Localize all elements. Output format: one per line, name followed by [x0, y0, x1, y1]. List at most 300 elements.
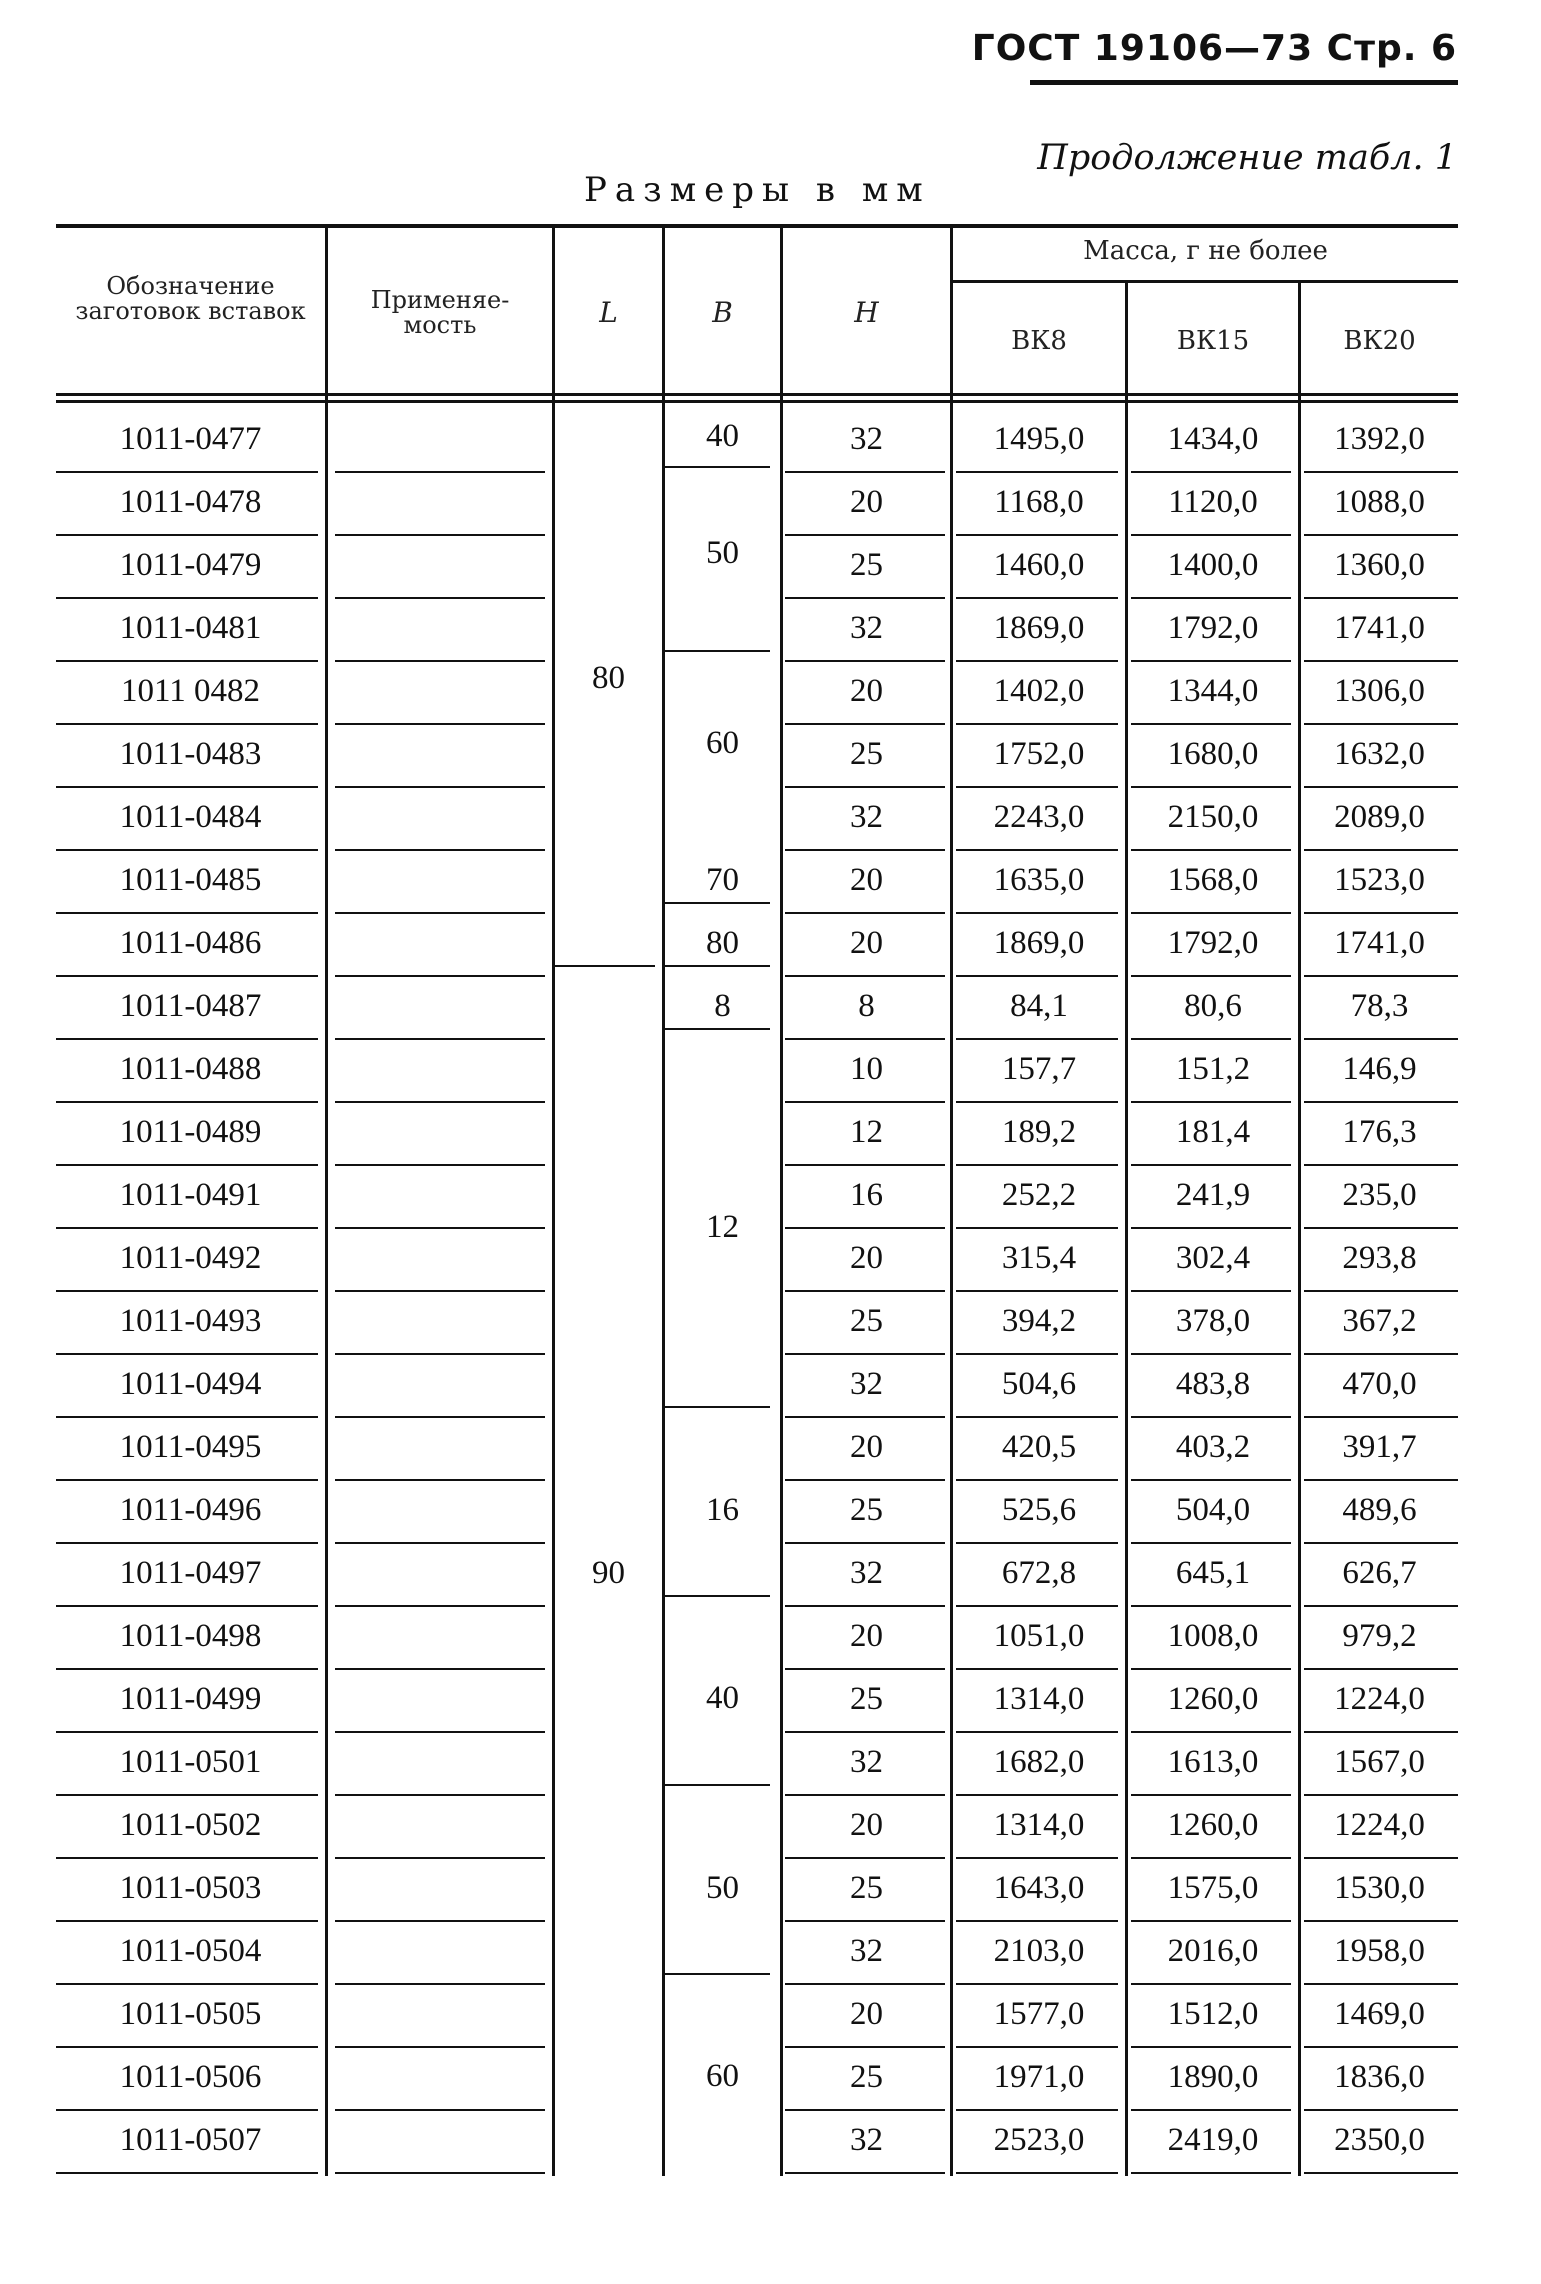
row-rule [56, 660, 318, 662]
row-rule [1304, 1542, 1458, 1544]
h-cell: 32 [850, 1366, 883, 1402]
vk15-cell: 302,4 [1175, 1240, 1251, 1276]
table-row [0, 1171, 1541, 1234]
h-cell: 20 [850, 1618, 883, 1654]
vk8-cell: 1635,0 [993, 862, 1085, 898]
row-rule [56, 1920, 318, 1922]
table-row [0, 730, 1541, 793]
h-cell: 32 [850, 1744, 883, 1780]
row-rule [1131, 1668, 1291, 1670]
vk8-cell: 1168,0 [994, 484, 1084, 520]
row-rule [56, 2109, 318, 2111]
row-rule [1131, 1731, 1291, 1733]
table-row [0, 1990, 1541, 2053]
b-group-50b: 50 [706, 1870, 739, 1906]
row-rule [1304, 471, 1458, 473]
row-rule [1304, 912, 1458, 914]
row-rule [56, 534, 318, 536]
row-rule [956, 597, 1118, 599]
table-row [0, 793, 1541, 856]
row-rule [1131, 660, 1291, 662]
h-cell: 32 [850, 610, 883, 646]
designation-cell: 1011-0501 [119, 1744, 262, 1780]
vk15-cell: 1792,0 [1167, 610, 1259, 646]
designation-cell: 1011-0479 [119, 547, 262, 583]
vk8-cell: 1971,0 [993, 2059, 1085, 2095]
designation-cell: 1011-0502 [119, 1807, 262, 1843]
table-row [0, 541, 1541, 604]
vk15-cell: 1575,0 [1167, 1870, 1259, 1906]
row-rule [335, 1794, 545, 1796]
designation-cell: 1011 0482 [120, 673, 261, 709]
row-rule [956, 1920, 1118, 1922]
row-rule [785, 912, 945, 914]
vk15-cell: 1680,0 [1167, 736, 1259, 772]
header-vk20: ВК20 [1343, 326, 1416, 356]
table-row [0, 856, 1541, 919]
h-cell: 25 [850, 547, 883, 583]
row-rule [56, 597, 318, 599]
row-rule [1304, 975, 1458, 977]
designation-cell: 1011-0498 [119, 1618, 262, 1654]
h-cell: 20 [850, 1807, 883, 1843]
vk8-cell: 2523,0 [993, 2122, 1085, 2158]
row-rule [956, 1038, 1118, 1040]
b-group-60b: 60 [706, 2058, 739, 2094]
h-cell: 25 [850, 1681, 883, 1717]
h-cell: 20 [850, 673, 883, 709]
vk15-cell: 1613,0 [1167, 1744, 1259, 1780]
table-row [0, 1423, 1541, 1486]
row-rule [1304, 849, 1458, 851]
h-cell: 10 [850, 1051, 883, 1087]
row-rule [1131, 2046, 1291, 2048]
table-row [0, 982, 1541, 1045]
row-rule [785, 2172, 945, 2174]
h-cell: 32 [850, 799, 883, 835]
row-rule [956, 912, 1118, 914]
vk15-cell: 80,6 [1184, 988, 1242, 1024]
designation-cell: 1011-0507 [119, 2122, 262, 2158]
row-rule [785, 1983, 945, 1985]
row-rule [335, 849, 545, 851]
row-rule [785, 1290, 945, 1292]
vk8-cell: 157,7 [1001, 1051, 1077, 1087]
vk20-cell: 1360,0 [1334, 547, 1425, 583]
vk20-cell: 489,6 [1342, 1492, 1417, 1528]
header-mass: Масса, г не более [1083, 236, 1328, 266]
row-rule [1304, 1857, 1458, 1859]
header-vk15: ВК15 [1176, 326, 1250, 356]
row-rule [1131, 2172, 1291, 2174]
designation-cell: 1011-0485 [119, 862, 262, 898]
row-rule [956, 1983, 1118, 1985]
designation-cell: 1011-0499 [119, 1681, 262, 1717]
row-rule [335, 975, 545, 977]
row-rule [785, 975, 945, 977]
header-H: H [854, 296, 879, 329]
row-rule [785, 660, 945, 662]
row-rule [1131, 723, 1291, 725]
row-rule [785, 1668, 945, 1670]
row-rule [1131, 1857, 1291, 1859]
h-cell: 20 [850, 862, 883, 898]
row-rule [956, 2046, 1118, 2048]
row-rule [335, 1038, 545, 1040]
vk8-cell: 1682,0 [993, 1744, 1085, 1780]
row-rule [56, 1227, 318, 1229]
row-rule [1304, 2172, 1458, 2174]
row-rule [1131, 1038, 1291, 1040]
h-cell: 32 [850, 421, 883, 457]
row-rule [785, 1353, 945, 1355]
row-rule [1131, 1479, 1291, 1481]
row-rule [785, 2046, 945, 2048]
vk15-cell: 1792,0 [1167, 925, 1259, 961]
row-rule [56, 1857, 318, 1859]
row-rule [1131, 1227, 1291, 1229]
row-rule [1304, 1101, 1458, 1103]
h-cell: 25 [850, 1870, 883, 1906]
vk20-cell: 146,9 [1342, 1051, 1417, 1087]
vk15-cell: 504,0 [1175, 1492, 1251, 1528]
row-rule [56, 912, 318, 914]
row-rule [1131, 849, 1291, 851]
vk15-cell: 2150,0 [1167, 799, 1259, 835]
row-rule [956, 1731, 1118, 1733]
vk15-cell: 181,4 [1175, 1114, 1251, 1150]
designation-cell: 1011-0496 [119, 1492, 262, 1528]
designation-cell: 1011-0483 [119, 736, 262, 772]
b-group-40b: 40 [706, 1680, 739, 1716]
vk8-cell: 1402,0 [993, 673, 1085, 709]
vk15-cell: 1344,0 [1167, 673, 1259, 709]
table-row [0, 604, 1541, 667]
row-rule [335, 2172, 545, 2174]
table-row [0, 1864, 1541, 1927]
row-rule [785, 534, 945, 536]
designation-cell: 1011-0492 [119, 1240, 262, 1276]
vk8-cell: 672,8 [1001, 1555, 1077, 1591]
row-rule [335, 1353, 545, 1355]
row-rule [335, 912, 545, 914]
row-rule [1131, 2109, 1291, 2111]
vk8-cell: 1869,0 [993, 610, 1085, 646]
row-rule [956, 1416, 1118, 1418]
h-cell: 20 [850, 925, 883, 961]
header-vk8: ВК8 [1011, 326, 1067, 356]
row-rule [956, 1290, 1118, 1292]
vk20-cell: 1224,0 [1334, 1681, 1425, 1717]
row-rule [56, 1542, 318, 1544]
vk8-cell: 394,2 [1001, 1303, 1077, 1339]
row-rule [1131, 534, 1291, 536]
mass-header-rule [950, 280, 1458, 283]
units-caption: Размеры в мм [584, 170, 931, 210]
vk20-cell: 979,2 [1342, 1618, 1417, 1654]
h-cell: 25 [850, 736, 883, 772]
table-row [0, 667, 1541, 730]
vk8-cell: 420,5 [1001, 1429, 1077, 1465]
table-row [0, 1612, 1541, 1675]
row-rule [785, 1794, 945, 1796]
vk8-cell: 525,6 [1001, 1492, 1077, 1528]
row-rule [335, 660, 545, 662]
vk8-cell: 252,2 [1001, 1177, 1077, 1213]
row-rule [785, 1857, 945, 1859]
row-rule [335, 723, 545, 725]
table-row [0, 919, 1541, 982]
row-rule [335, 786, 545, 788]
row-rule [1304, 1731, 1458, 1733]
row-rule [956, 1227, 1118, 1229]
vk20-cell: 1741,0 [1334, 610, 1425, 646]
row-rule [956, 1542, 1118, 1544]
vk20-cell: 1392,0 [1334, 421, 1425, 457]
vk20-cell: 235,0 [1342, 1177, 1417, 1213]
row-rule [56, 1164, 318, 1166]
row-rule [56, 1101, 318, 1103]
vk20-cell: 1836,0 [1334, 2059, 1425, 2095]
designation-cell: 1011-0506 [119, 2059, 262, 2095]
row-rule [1304, 1290, 1458, 1292]
row-rule [1304, 1479, 1458, 1481]
l-group-80: 80 [592, 660, 625, 696]
row-rule [1131, 1794, 1291, 1796]
designation-cell: 1011-0484 [119, 799, 262, 835]
designation-cell: 1011-0481 [119, 610, 262, 646]
row-rule [335, 1857, 545, 1859]
b-group-40: 40 [706, 418, 739, 454]
vk20-cell: 78,3 [1350, 988, 1409, 1024]
page-header-title: ГОСТ 19106—73 Стр. 6 [971, 28, 1457, 69]
row-rule [956, 1479, 1118, 1481]
row-rule [1304, 1920, 1458, 1922]
row-rule [1304, 2046, 1458, 2048]
b-group-70: 70 [706, 862, 739, 898]
row-rule [335, 1101, 545, 1103]
designation-cell: 1011-0491 [119, 1177, 262, 1213]
row-rule [1304, 660, 1458, 662]
row-rule [56, 786, 318, 788]
designation-cell: 1011-0503 [119, 1870, 262, 1906]
row-rule [1304, 534, 1458, 536]
row-rule [56, 1479, 318, 1481]
header-designation: Обозначение заготовок вставок [75, 272, 306, 325]
vk15-cell: 1568,0 [1167, 862, 1259, 898]
vk15-cell: 378,0 [1175, 1303, 1251, 1339]
row-rule [1131, 1290, 1291, 1292]
row-rule [956, 534, 1118, 536]
vk15-cell: 1260,0 [1167, 1681, 1259, 1717]
row-rule [1131, 1920, 1291, 1922]
row-rule [335, 1983, 545, 1985]
designation-cell: 1011-0494 [119, 1366, 262, 1402]
b-group-50: 50 [706, 535, 739, 571]
row-rule [1304, 1668, 1458, 1670]
row-rule [335, 1731, 545, 1733]
vk20-cell: 626,7 [1342, 1555, 1417, 1591]
row-rule [1304, 786, 1458, 788]
b-group-60: 60 [706, 725, 739, 761]
vk15-cell: 241,9 [1175, 1177, 1251, 1213]
h-cell: 32 [850, 2122, 883, 2158]
row-rule [785, 1731, 945, 1733]
vk15-cell: 483,8 [1175, 1366, 1251, 1402]
row-rule [785, 1164, 945, 1166]
vk20-cell: 1530,0 [1334, 1870, 1425, 1906]
row-rule [1131, 1542, 1291, 1544]
vk20-cell: 1632,0 [1334, 736, 1425, 772]
vk8-cell: 1869,0 [993, 925, 1085, 961]
h-cell: 32 [850, 1555, 883, 1591]
row-rule [956, 2172, 1118, 2174]
designation-cell: 1011-0488 [119, 1051, 262, 1087]
table-row [0, 1549, 1541, 1612]
vk8-cell: 315,4 [1001, 1240, 1077, 1276]
row-rule [1131, 597, 1291, 599]
row-rule [56, 1983, 318, 1985]
vk15-cell: 1400,0 [1167, 547, 1259, 583]
b-group-16: 16 [706, 1492, 739, 1528]
row-rule [785, 849, 945, 851]
row-rule [56, 2046, 318, 2048]
h-cell: 20 [850, 484, 883, 520]
vk20-cell: 1088,0 [1334, 484, 1425, 520]
vk8-cell: 1577,0 [993, 1996, 1085, 2032]
row-rule [56, 849, 318, 851]
row-rule [1131, 1101, 1291, 1103]
row-rule [335, 1227, 545, 1229]
row-rule [1304, 1605, 1458, 1607]
vk20-cell: 470,0 [1342, 1366, 1417, 1402]
vk20-cell: 1469,0 [1334, 1996, 1425, 2032]
vk20-cell: 176,3 [1342, 1114, 1417, 1150]
vk15-cell: 2016,0 [1167, 1933, 1259, 1969]
vk20-cell: 1958,0 [1334, 1933, 1425, 1969]
row-rule [956, 723, 1118, 725]
designation-cell: 1011-0495 [119, 1429, 262, 1465]
row-rule [1304, 1983, 1458, 1985]
row-rule [56, 1605, 318, 1607]
table-row [0, 2053, 1541, 2116]
table-continuation-label: Продолжение табл. 1 [1037, 138, 1457, 178]
row-rule [956, 1794, 1118, 1796]
b-group-8: 8 [714, 988, 731, 1024]
row-rule [956, 849, 1118, 851]
row-rule [335, 1479, 545, 1481]
vk8-cell: 2243,0 [993, 799, 1085, 835]
vk8-cell: 189,2 [1001, 1114, 1077, 1150]
row-rule [56, 1794, 318, 1796]
designation-cell: 1011-0497 [119, 1555, 262, 1591]
vk8-cell: 1051,0 [993, 1618, 1085, 1654]
table-row [0, 1108, 1541, 1171]
row-rule [1304, 1353, 1458, 1355]
row-rule [335, 2109, 545, 2111]
vk15-cell: 2419,0 [1167, 2122, 1259, 2158]
vk20-cell: 1306,0 [1334, 673, 1425, 709]
vk20-cell: 391,7 [1342, 1429, 1417, 1465]
designation-cell: 1011-0478 [119, 484, 262, 520]
vk8-cell: 1314,0 [993, 1681, 1085, 1717]
row-rule [785, 471, 945, 473]
table-row [0, 1675, 1541, 1738]
row-rule [1304, 1038, 1458, 1040]
table-row [0, 1297, 1541, 1360]
designation-cell: 1011-0504 [119, 1933, 262, 1969]
b-group-80: 80 [706, 925, 739, 961]
table-row [0, 415, 1541, 478]
row-rule [956, 471, 1118, 473]
vk8-cell: 2103,0 [993, 1933, 1085, 1969]
header-bottom-rule-2 [56, 400, 1458, 403]
row-rule [335, 2046, 545, 2048]
row-rule [1304, 1227, 1458, 1229]
row-rule [956, 1605, 1118, 1607]
table-top-rule [56, 224, 1458, 228]
row-rule [56, 1668, 318, 1670]
vk20-cell: 293,8 [1342, 1240, 1417, 1276]
row-rule [335, 1605, 545, 1607]
vk15-cell: 1512,0 [1167, 1996, 1259, 2032]
h-cell: 8 [858, 988, 875, 1024]
row-rule [785, 1101, 945, 1103]
vk15-cell: 645,1 [1175, 1555, 1251, 1591]
designation-cell: 1011-0493 [119, 1303, 262, 1339]
row-rule [56, 975, 318, 977]
row-rule [785, 723, 945, 725]
row-rule [1131, 471, 1291, 473]
vk15-cell: 1260,0 [1167, 1807, 1259, 1843]
row-rule [785, 1479, 945, 1481]
vk8-cell: 1460,0 [993, 547, 1085, 583]
vk8-cell: 84,1 [1010, 988, 1068, 1024]
table-row [0, 2116, 1541, 2179]
row-rule [56, 1353, 318, 1355]
vk15-cell: 1008,0 [1167, 1618, 1259, 1654]
vk20-cell: 1567,0 [1334, 1744, 1425, 1780]
vk20-cell: 2089,0 [1334, 799, 1425, 835]
row-rule [956, 1668, 1118, 1670]
table-row [0, 1234, 1541, 1297]
h-cell: 16 [850, 1177, 883, 1213]
h-cell: 20 [850, 1429, 883, 1465]
row-rule [785, 597, 945, 599]
row-rule [956, 2109, 1118, 2111]
vk20-cell: 1523,0 [1334, 862, 1425, 898]
row-rule [1304, 1164, 1458, 1166]
row-rule [1131, 1164, 1291, 1166]
vk20-cell: 1224,0 [1334, 1807, 1425, 1843]
row-rule [1131, 912, 1291, 914]
vk20-cell: 367,2 [1342, 1303, 1417, 1339]
row-rule [956, 1353, 1118, 1355]
vk15-cell: 151,2 [1175, 1051, 1251, 1087]
b-group-12: 12 [706, 1209, 739, 1245]
row-rule [785, 1605, 945, 1607]
header-B: B [712, 296, 733, 329]
vk20-cell: 2350,0 [1334, 2122, 1425, 2158]
row-rule [1131, 786, 1291, 788]
l-group-90: 90 [592, 1555, 625, 1591]
row-rule [335, 1542, 545, 1544]
row-rule [56, 1731, 318, 1733]
row-rule [335, 1920, 545, 1922]
row-rule [1131, 1416, 1291, 1418]
row-rule [956, 1857, 1118, 1859]
row-rule [956, 660, 1118, 662]
